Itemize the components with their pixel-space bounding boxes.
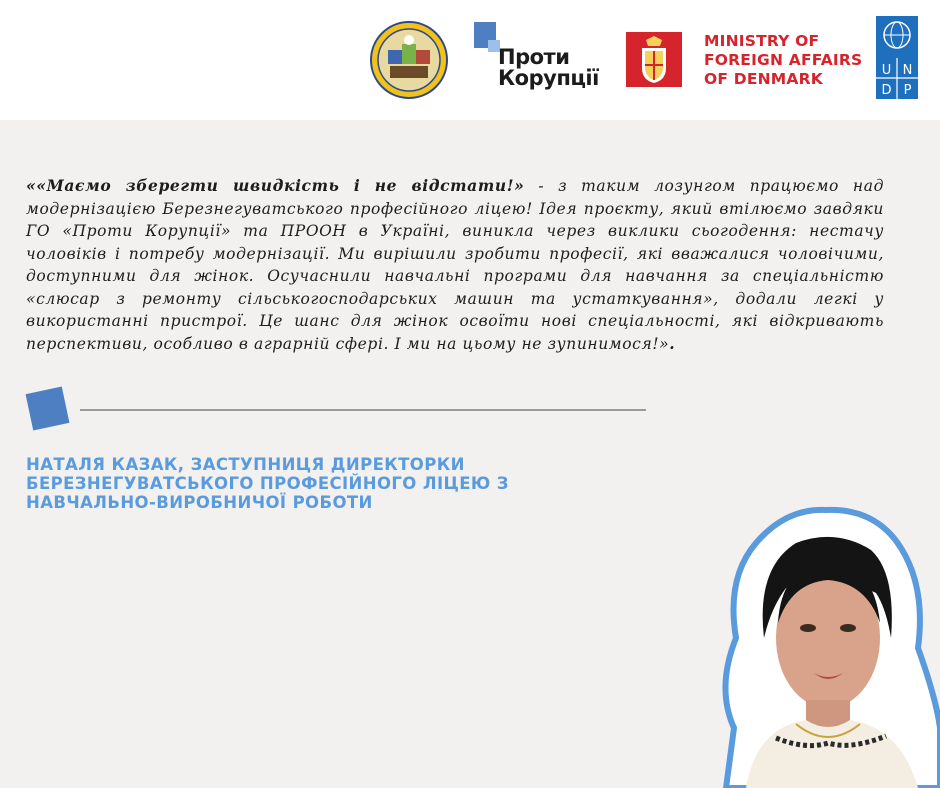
quote-slogan: «Маємо зберегти швидкість і не відстати!» xyxy=(36,176,525,195)
divider-line xyxy=(80,409,646,411)
ministry-line3: OF DENMARK xyxy=(704,70,823,88)
undp-letter-u: U xyxy=(881,63,892,78)
quote-end-mark: . xyxy=(669,333,676,353)
denmark-crest-icon xyxy=(626,32,682,87)
undp-letter-p: P xyxy=(903,83,912,98)
author-line1: НАТАЛЯ КАЗАК, ЗАСТУПНИЦЯ ДИРЕКТОРКИ xyxy=(26,455,465,474)
undp-letter-n: N xyxy=(902,63,913,78)
school-emblem-icon xyxy=(368,20,450,100)
ministry-of-foreign-affairs-logo xyxy=(704,32,879,89)
pk-line2: Корупції xyxy=(498,66,599,90)
header-bar xyxy=(0,0,940,120)
quote-open-mark: « xyxy=(26,176,37,195)
undp-letter-d: D xyxy=(881,83,892,98)
proty-koruptsii-logo xyxy=(474,22,614,92)
quote-text xyxy=(26,175,884,355)
ministry-line1: MINISTRY OF xyxy=(704,32,820,50)
undp-logo xyxy=(876,16,918,99)
author-line3: НАВЧАЛЬНО-ВИРОБНИЧОЇ РОБОТИ xyxy=(26,493,373,512)
pk-line1: Проти xyxy=(498,45,570,69)
portrait-photo xyxy=(686,488,940,788)
decorative-square xyxy=(26,387,70,431)
author-line2: БЕРЕЗНЕГУВАТСЬКОГО ПРОФЕСІЙНОГО ЛІЦЕЮ З xyxy=(26,474,509,493)
author-caption xyxy=(26,455,586,512)
ministry-line2: FOREIGN AFFAIRS xyxy=(704,51,863,69)
quote-body: - з таким лозунгом працюємо над модернізацією Березнегуватського професійного ліцею! Ідея проєкту, який втілюємо завдяки ГО «Проти Корупції» та ПРООН в Україні, виникла через виклики сьогодення: нестачу чоловіків і потребу модернізації. Ми вирішили зробити професії, які вважалися чоловічими, доступними для жінок. Осучаснили навчальні програми для навчання за спеціальністю «слюсар з ремонту сільськогосподарських машин та устаткування», додали легкі у використанні пристрої. Це шанс для жінок освоїти нові спеціальності, які відкривають перспективи, особливо в аграрній сфері. І ми на цьому не зупинимося!» xyxy=(26,177,884,353)
